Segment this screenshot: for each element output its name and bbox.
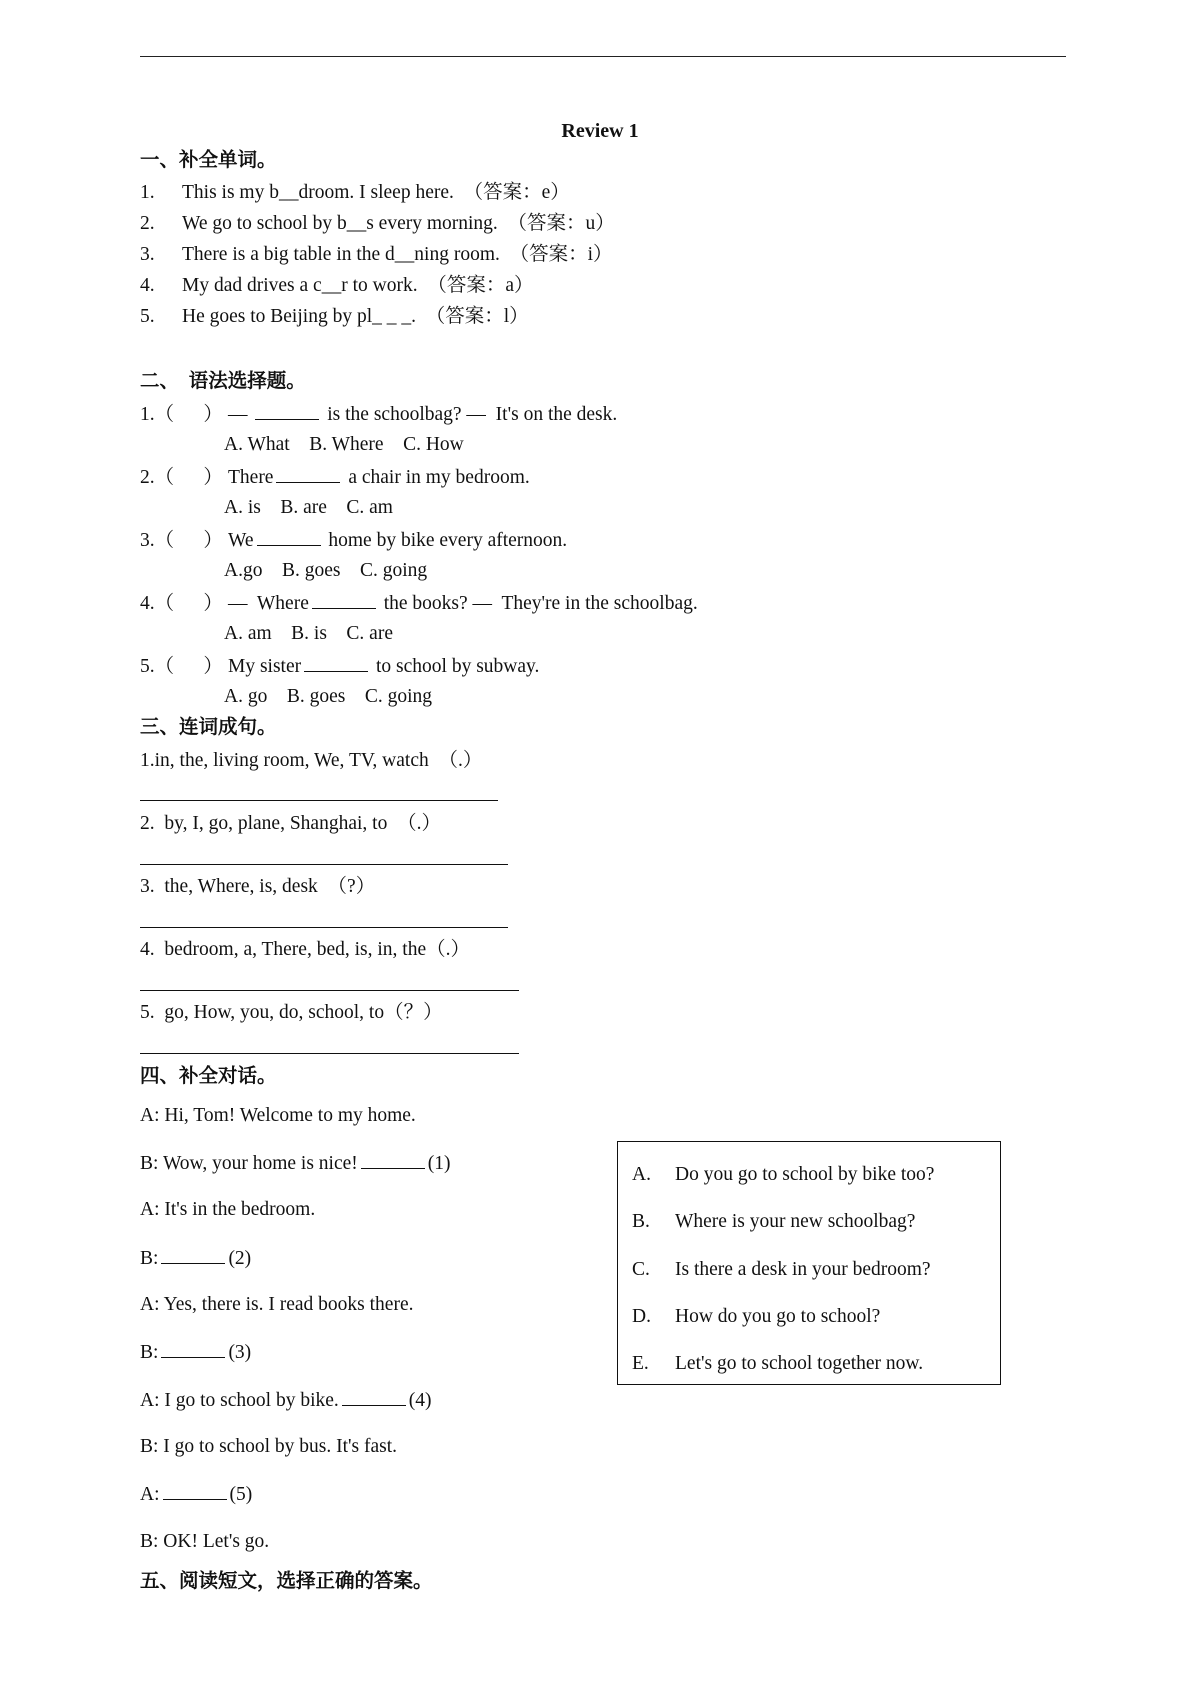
- question-options: A. What B. Where C. How: [224, 434, 464, 455]
- dialogue-line: B: Wow, your home is nice! (1): [140, 1153, 451, 1174]
- answer-blank[interactable]: [255, 402, 319, 420]
- section5-heading: 五、阅读短文，选择正确的答案。: [140, 1571, 433, 1592]
- dialogue-line: B: OK! Let's go.: [140, 1531, 270, 1552]
- option-item: E. Let's go to school together now.: [632, 1353, 924, 1374]
- options-box: [617, 1141, 1001, 1385]
- option-item: B. Where is your new schoolbag?: [632, 1211, 916, 1232]
- question: 3.（ ） We home by bike every afternoon.: [140, 530, 568, 551]
- dialogue-line: A: It's in the bedroom.: [140, 1199, 316, 1220]
- section1-heading: 一、补全单词。: [140, 150, 277, 171]
- section4-heading: 四、补全对话。: [140, 1066, 277, 1087]
- answer-blank[interactable]: [257, 528, 321, 546]
- question-options: A.go B. goes C. going: [224, 560, 428, 581]
- dialogue-line: A: Hi, Tom! Welcome to my home.: [140, 1105, 416, 1126]
- answer-blank[interactable]: [312, 591, 376, 609]
- answer-blank[interactable]: [161, 1340, 225, 1358]
- question: 5.（ ） My sister to school by subway.: [140, 656, 540, 677]
- list-item: 2. by, I, go, plane, Shanghai, to （.）: [140, 813, 441, 834]
- list-item: 1. This is my b__droom. I sleep here. （答案：e）: [140, 182, 570, 203]
- list-item: 3. the, Where, is, desk （?）: [140, 876, 376, 897]
- answer-line[interactable]: [140, 864, 508, 865]
- list-item: 3. There is a big table in the d__ning room. （答案：i）: [140, 244, 613, 265]
- answer-blank[interactable]: [163, 1482, 227, 1500]
- question-options: A. go B. goes C. going: [224, 686, 433, 707]
- question: 4.（ ） — Where the books? — They're in the schoolbag.: [140, 593, 698, 614]
- question: 2.（ ） There a chair in my bedroom.: [140, 467, 530, 488]
- answer-blank[interactable]: [161, 1246, 225, 1264]
- section3-heading: 三、连词成句。: [140, 717, 277, 738]
- option-item: C. Is there a desk in your bedroom?: [632, 1259, 931, 1280]
- answer-blank[interactable]: [304, 654, 368, 672]
- dialogue-line: B: (2): [140, 1248, 252, 1269]
- list-item: 5. He goes to Beijing by pl_ _ _. （答案：l）: [140, 306, 529, 327]
- list-item: 5. go, How, you, do, school, to（？）: [140, 1002, 443, 1023]
- dialogue-line: A: (5): [140, 1484, 253, 1505]
- dialogue-line: A: I go to school by bike. (4): [140, 1390, 432, 1411]
- header-rule: [140, 56, 1066, 57]
- page-title: Review 1: [561, 120, 639, 142]
- answer-line[interactable]: [140, 1053, 519, 1054]
- answer-line[interactable]: [140, 927, 508, 928]
- question-options: A. is B. are C. am: [224, 497, 393, 518]
- option-item: D. How do you go to school?: [632, 1306, 881, 1327]
- answer-blank[interactable]: [276, 465, 340, 483]
- dialogue-line: B: (3): [140, 1342, 252, 1363]
- dialogue-line: B: I go to school by bus. It's fast.: [140, 1436, 398, 1457]
- answer-line[interactable]: [140, 800, 498, 801]
- question: 1.（ ） — is the schoolbag? — It's on the desk.: [140, 404, 618, 425]
- answer-blank[interactable]: [361, 1151, 425, 1169]
- dialogue-line: A: Yes, there is. I read books there.: [140, 1294, 414, 1315]
- question-options: A. am B. is C. are: [224, 623, 393, 644]
- section2-heading: 二、 语法选择题。: [140, 371, 306, 392]
- list-item: 2. We go to school by b__s every morning. （答案：u）: [140, 213, 615, 234]
- list-item: 1.in, the, living room, We, TV, watch （.）: [140, 750, 483, 771]
- option-item: A. Do you go to school by bike too?: [632, 1164, 935, 1185]
- list-item: 4. bedroom, a, There, bed, is, in, the（.）: [140, 939, 470, 960]
- answer-blank[interactable]: [342, 1388, 406, 1406]
- answer-line[interactable]: [140, 990, 519, 991]
- list-item: 4. My dad drives a c__r to work. （答案：a）: [140, 275, 534, 296]
